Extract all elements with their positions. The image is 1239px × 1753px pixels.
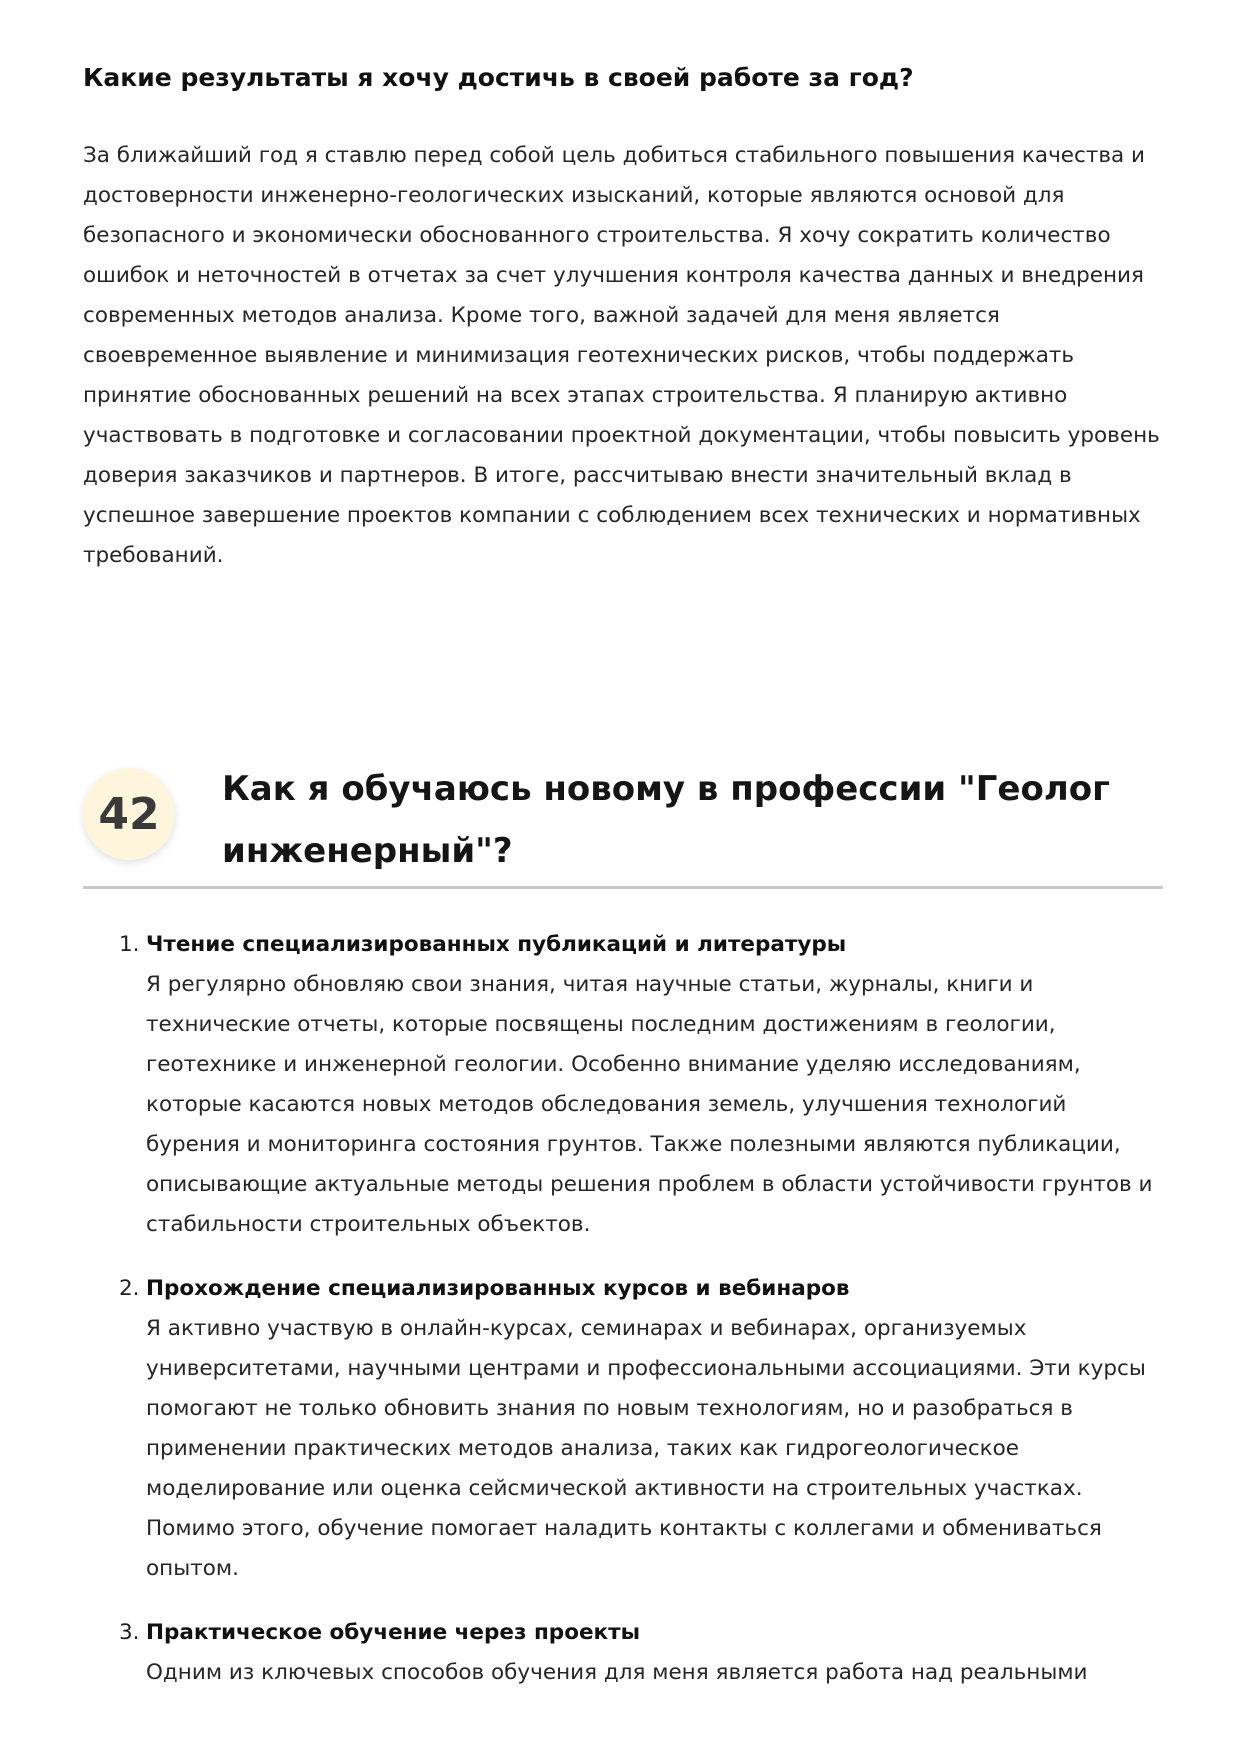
question-heading: Какие результаты я хочу достичь в своей работе за год?: [83, 63, 914, 92]
section-number-badge: 42: [83, 768, 175, 860]
list-item-number: 3.: [119, 1620, 140, 1645]
learning-methods-list: [83, 925, 1163, 1717]
list-item-title: Практическое обучение через проекты: [146, 1620, 641, 1645]
list-item: [83, 925, 1163, 1245]
section-header: [83, 758, 1163, 889]
list-item: [83, 1613, 1163, 1693]
list-item-text: Я регулярно обновляю свои знания, читая научные статьи, журналы, книги и технические отчеты, которые посвящены последним достижениям в геологии, геотехнике и инженерной геологии. Особенно внимание уделяю исследованиям, которые касаются новых методов обследования земель, улучшения технологий бурения и мониторинга состояния грунтов. Также полезными являются публикации, описывающие актуальные методы решения проблем в области устойчивости грунтов и стабильности строительных объектов.: [146, 972, 1153, 1237]
list-item-title: Чтение специализированных публикаций и литературы: [146, 932, 847, 957]
question-answer-paragraph: За ближайший год я ставлю перед собой цель добиться стабильного повышения качества и достоверности инженерно-геологических изысканий, которые являются основой для безопасного и экономически обоснованного строительства. Я хочу сократить количество ошибок и неточностей в отчетах за счет улучшения контроля качества данных и внедрения современных методов анализа. Кроме того, важной задачей для меня является своевременное выявление и минимизация геотехнических рисков, чтобы поддержать принятие обоснованных решений на всех этапах строительства. Я планирую активно участвовать в подготовке и согласовании проектной документации, чтобы повысить уровень доверия заказчиков и партнеров. В итоге, рассчитываю внести значительный вклад в успешное завершение проектов компании с соблюдением всех технических и нормативных требований.: [83, 143, 1160, 568]
section-title: Как я обучаюсь новому в профессии "Геолог инженерный"?: [222, 769, 1110, 871]
list-item-text: Я активно участвую в онлайн-курсах, семинарах и вебинарах, организуемых университетами, научными центрами и профессиональными ассоциациями. Эти курсы помогают не только обновить знания по новым технологиям, но и разобраться в применении практических методов анализа, таких как гидрогеологическое моделирование или оценка сейсмической активности на строительных участках. Помимо этого, обучение помогает наладить контакты с коллегами и обмениваться опытом.: [146, 1316, 1146, 1581]
list-item: [83, 1269, 1163, 1589]
list-item-number: 1.: [119, 932, 140, 957]
list-item-text: Одним из ключевых способов обучения для меня является работа над реальными: [146, 1660, 1088, 1685]
list-item-number: 2.: [119, 1276, 140, 1301]
list-item-title: Прохождение специализированных курсов и вебинаров: [146, 1276, 850, 1301]
